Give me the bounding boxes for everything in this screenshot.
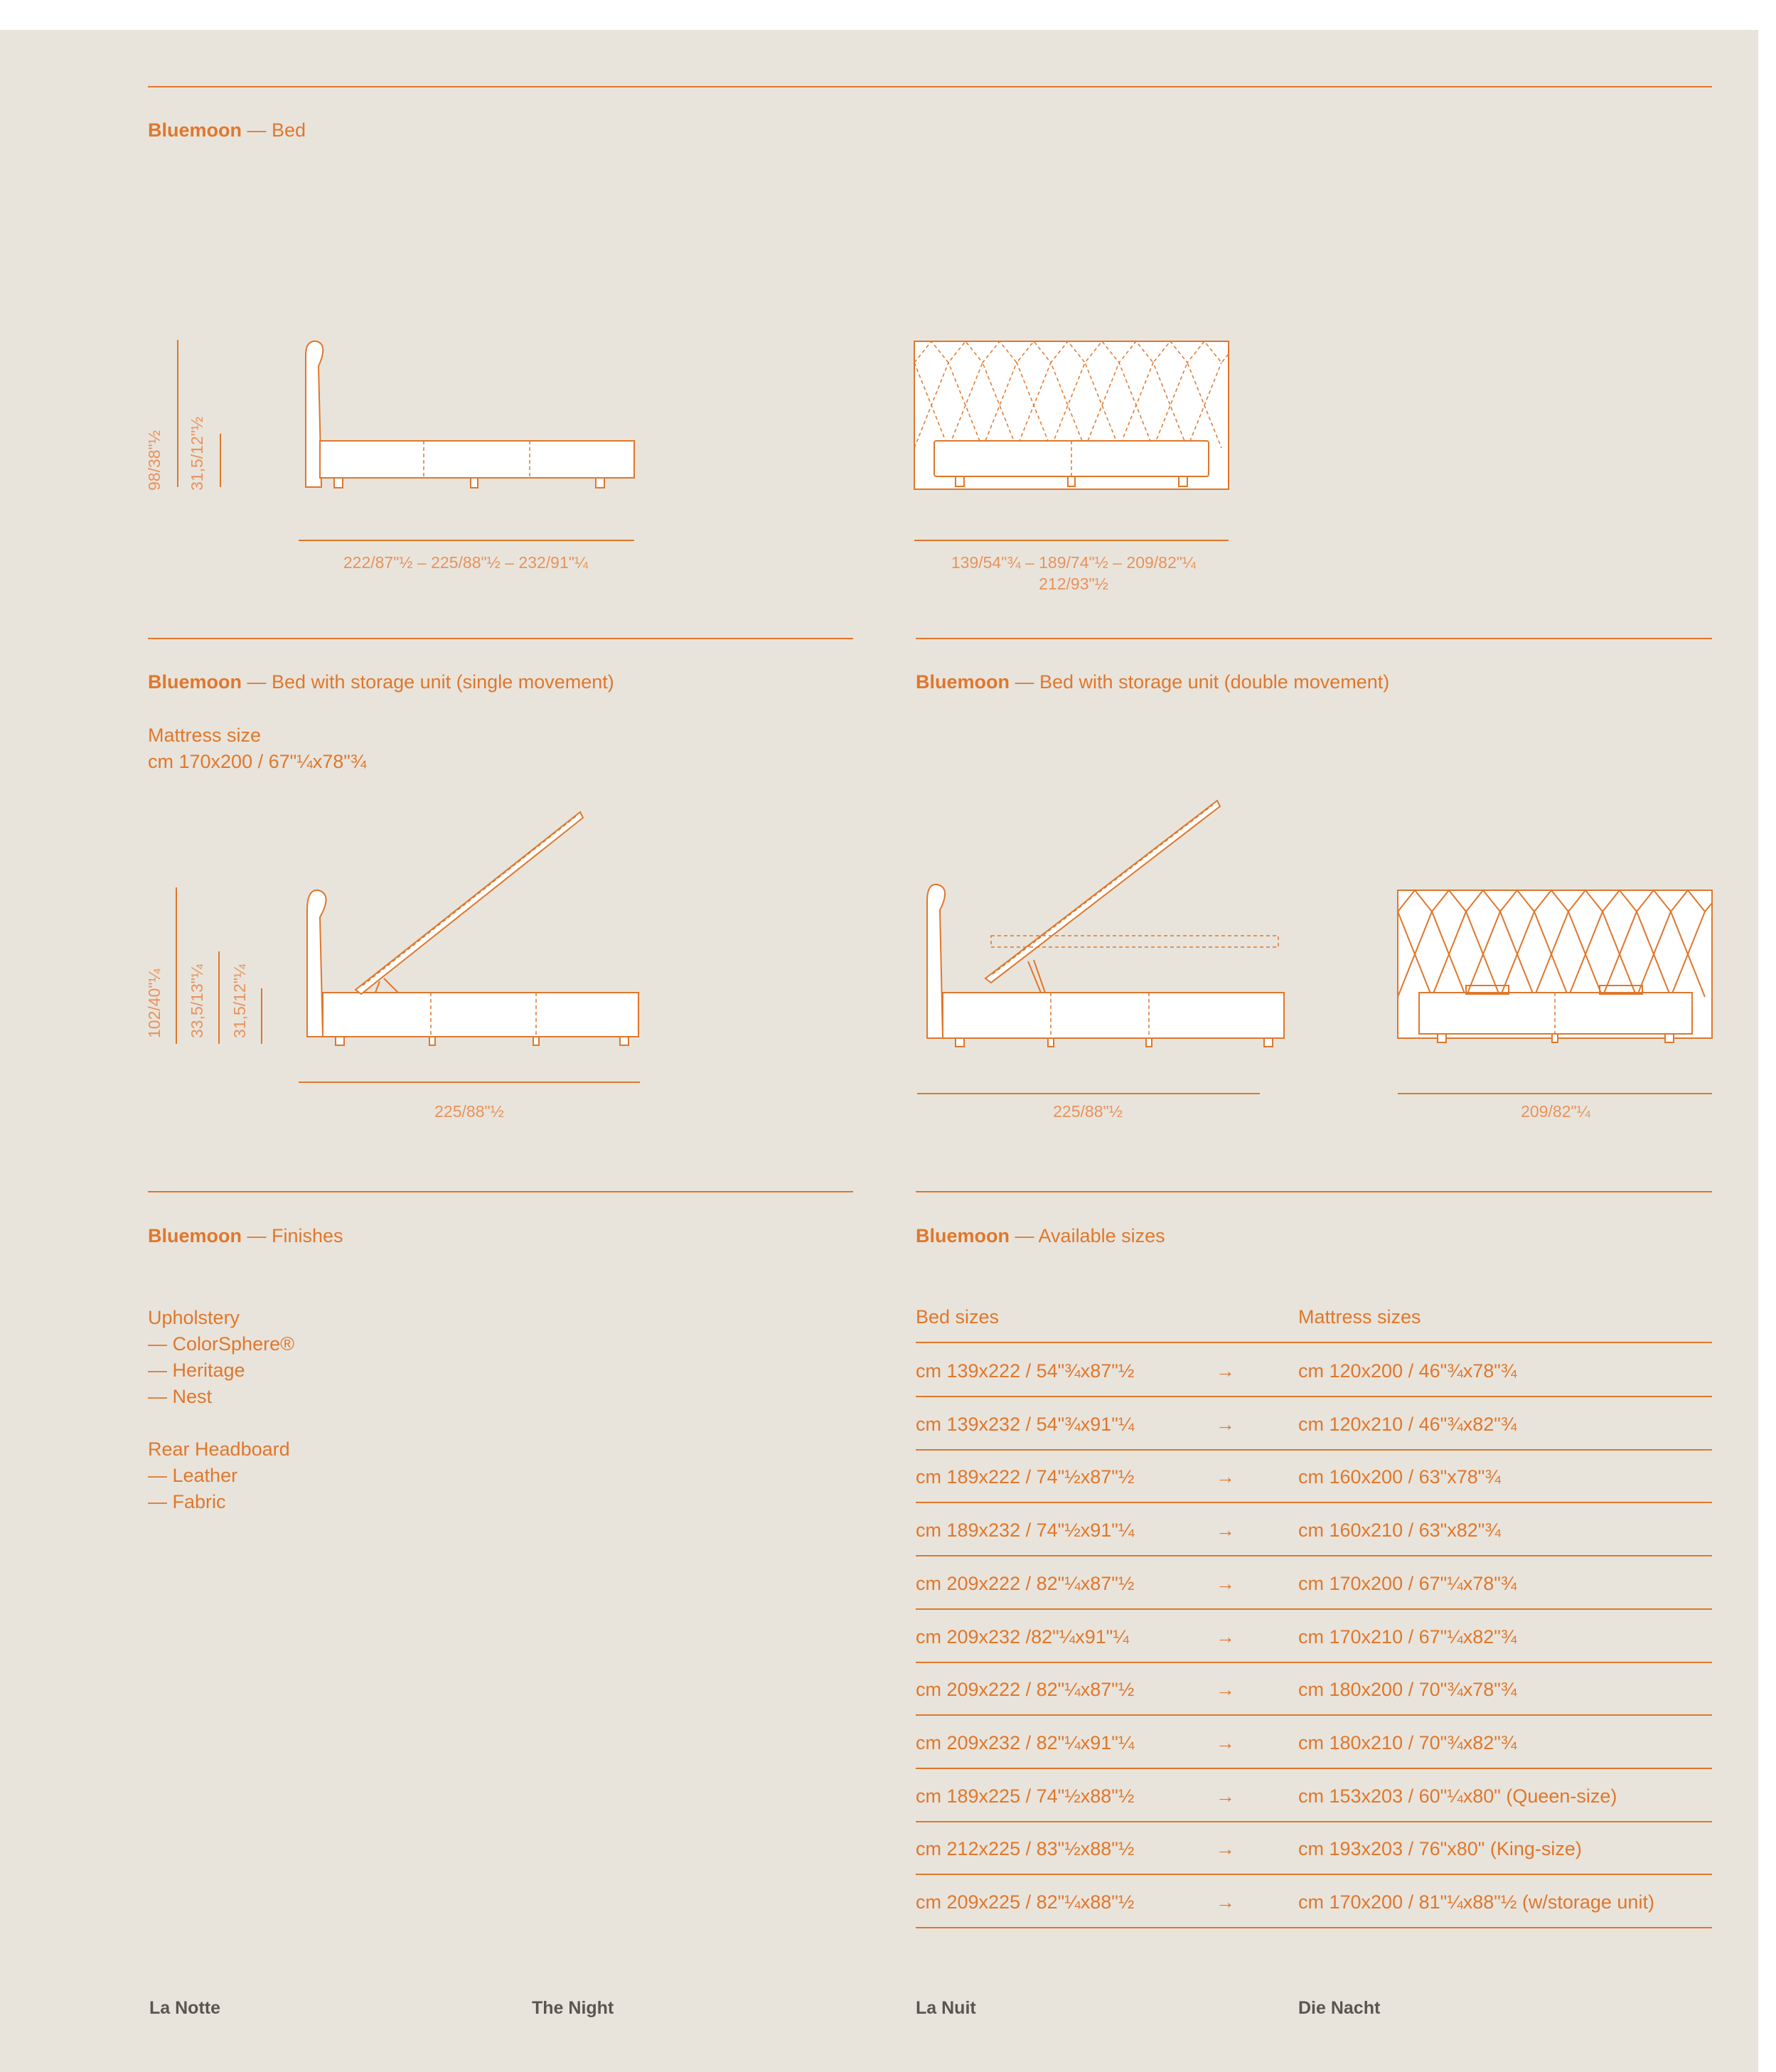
dim-single-height-total: 102/40"¼ — [145, 968, 164, 1038]
table-row — [916, 1874, 1712, 1928]
bed-size-cell: cm 209x225 / 82"¼x88"½ — [916, 1891, 1135, 1913]
footer-label-fr: La Nuit — [916, 1998, 976, 2018]
table-row — [916, 1502, 1712, 1556]
arrow-right-icon: → — [1216, 1520, 1235, 1542]
page-edge — [1758, 30, 1776, 2072]
arrow-right-icon: → — [1216, 1466, 1235, 1488]
mattress-size-cell: cm 170x210 / 67"¼x82"¾ — [1298, 1625, 1517, 1648]
dim-bed-width-2: 212/93"½ — [1039, 575, 1108, 593]
upholstery-item: — Heritage — [148, 1360, 245, 1381]
headboard-label: Rear Headboard — [148, 1438, 290, 1460]
headboard-item: — Fabric — [148, 1491, 226, 1512]
dim-single-height-base: 31,5/12"¼ — [230, 963, 249, 1038]
bed-size-cell: cm 212x225 / 83"½x88"½ — [916, 1838, 1135, 1860]
bed-size-cell: cm 139x232 / 54"¾x91"¼ — [916, 1413, 1135, 1435]
table-row — [916, 1343, 1712, 1397]
section-heading-bed — [148, 119, 306, 141]
arrow-right-icon: → — [1216, 1413, 1235, 1435]
mattress-size-value: cm 170x200 / 67"¼x78"¾ — [148, 751, 367, 772]
mattress-size-cell: cm 160x200 / 63"x78"¾ — [1298, 1466, 1501, 1488]
upholstery-label: Upholstery — [148, 1307, 240, 1328]
dim-bed-height-base: 31,5/12"½ — [188, 416, 206, 491]
arrow-right-icon: → — [1216, 1838, 1235, 1860]
headboard-item: — Leather — [148, 1465, 238, 1486]
bed-size-cell: cm 189x232 / 74"½x91"¼ — [916, 1520, 1135, 1542]
mattress-size-label: Mattress size — [148, 725, 262, 746]
bed-size-cell: cm 209x232 /82"¼x91"¼ — [916, 1625, 1129, 1648]
section-rule-single — [148, 638, 853, 639]
bed-single-storage-drawing — [149, 811, 661, 1095]
brand-name: Bluemoon — [148, 119, 242, 141]
mattress-size-cell: cm 170x200 / 81"¼x88"½ (w/storage unit) — [1298, 1891, 1654, 1913]
upholstery-item: — Nest — [148, 1386, 213, 1407]
arrow-right-icon: → — [1216, 1572, 1235, 1594]
bed-side-drawing — [164, 334, 661, 548]
col-header-mattress: Mattress sizes — [1298, 1306, 1421, 1328]
dim-single-height-mid: 33,5/13"¼ — [188, 963, 206, 1038]
finishes-list — [148, 1305, 294, 1515]
section-heading-finishes — [148, 1225, 343, 1247]
mattress-size-cell: cm 170x200 / 67"¼x78"¾ — [1298, 1572, 1517, 1594]
bed-size-cell: cm 189x225 / 74"½x88"½ — [916, 1785, 1135, 1807]
section-title: — Finishes — [247, 1225, 343, 1246]
footer-label-de: Die Nacht — [1298, 1998, 1381, 2018]
section-title: — Available sizes — [1015, 1225, 1165, 1246]
table-row — [916, 1449, 1712, 1503]
bed-size-cell: cm 139x222 / 54"¾x87"½ — [916, 1360, 1135, 1382]
section-heading-single — [148, 671, 614, 693]
section-rule-sizes — [916, 1191, 1712, 1192]
mattress-size-cell: cm 193x203 / 76"x80" (King-size) — [1298, 1838, 1582, 1860]
bed-size-cell: cm 209x222 / 82"¼x87"½ — [916, 1679, 1135, 1701]
brand-name: Bluemoon — [916, 671, 1010, 693]
table-row — [916, 1556, 1712, 1610]
arrow-right-icon: → — [1216, 1731, 1235, 1753]
arrow-right-icon: → — [1216, 1360, 1235, 1382]
footer-label-en: The Night — [532, 1998, 614, 2018]
arrow-right-icon: → — [1216, 1679, 1235, 1701]
mattress-size-cell: cm 180x200 / 70"¾x78"¾ — [1298, 1679, 1517, 1701]
section-title: — Bed with storage unit (single movement) — [247, 671, 614, 693]
section-rule-double — [916, 638, 1712, 639]
upholstery-item: — ColorSphere® — [148, 1333, 294, 1355]
brand-name: Bluemoon — [148, 671, 242, 693]
dim-bed-length: 222/87"½ – 225/88"½ – 232/91"¼ — [343, 553, 589, 572]
mattress-size-cell: cm 120x210 / 46"¾x82"¾ — [1298, 1413, 1517, 1435]
dim-double-width: 209/82"¼ — [1521, 1102, 1590, 1121]
section-heading-double — [916, 671, 1389, 693]
bed-double-storage-drawing — [914, 796, 1291, 1109]
arrow-right-icon: → — [1216, 1891, 1235, 1913]
table-row — [916, 1609, 1712, 1663]
dim-double-length: 225/88"½ — [1053, 1102, 1123, 1121]
brand-name: Bluemoon — [148, 1225, 242, 1246]
bed-size-cell: cm 189x222 / 74"½x87"½ — [916, 1466, 1135, 1488]
section-rule-finishes — [148, 1191, 853, 1192]
mattress-size-cell: cm 120x200 / 46"¾x78"¾ — [1298, 1360, 1517, 1382]
section-title: — Bed — [247, 119, 306, 141]
mattress-size-cell: cm 160x210 / 63"x82"¾ — [1298, 1520, 1501, 1542]
section-heading-sizes — [916, 1225, 1165, 1247]
mattress-size-note — [148, 722, 366, 775]
section-rule-top — [148, 86, 1712, 87]
mattress-size-cell: cm 180x210 / 70"¾x82"¾ — [1298, 1731, 1517, 1753]
table-row — [916, 1662, 1712, 1716]
col-header-bed: Bed sizes — [916, 1306, 1000, 1328]
table-row — [916, 1768, 1712, 1822]
dim-bed-width: 139/54"¾ – 189/74"½ – 209/82"¼ — [951, 553, 1197, 572]
dim-bed-height-total: 98/38"½ — [145, 430, 164, 491]
bed-size-cell: cm 209x232 / 82"¼x91"¼ — [916, 1731, 1135, 1753]
arrow-right-icon: → — [1216, 1785, 1235, 1807]
section-title: — Bed with storage unit (double movement) — [1015, 671, 1390, 693]
table-row — [916, 1821, 1712, 1875]
arrow-right-icon: → — [1216, 1625, 1235, 1648]
table-row — [916, 1397, 1712, 1451]
bed-front-drawing — [914, 341, 1234, 498]
mattress-size-cell: cm 153x203 / 60"¼x80" (Queen-size) — [1298, 1785, 1617, 1807]
sizes-table-header — [916, 1289, 1712, 1343]
brand-name: Bluemoon — [916, 1225, 1010, 1246]
bed-double-front-drawing — [1398, 890, 1718, 1104]
bed-size-cell: cm 209x222 / 82"¼x87"½ — [916, 1572, 1135, 1594]
footer-label-it: La Notte — [149, 1998, 220, 2018]
table-row — [916, 1715, 1712, 1769]
dim-single-length: 225/88"½ — [434, 1102, 504, 1121]
